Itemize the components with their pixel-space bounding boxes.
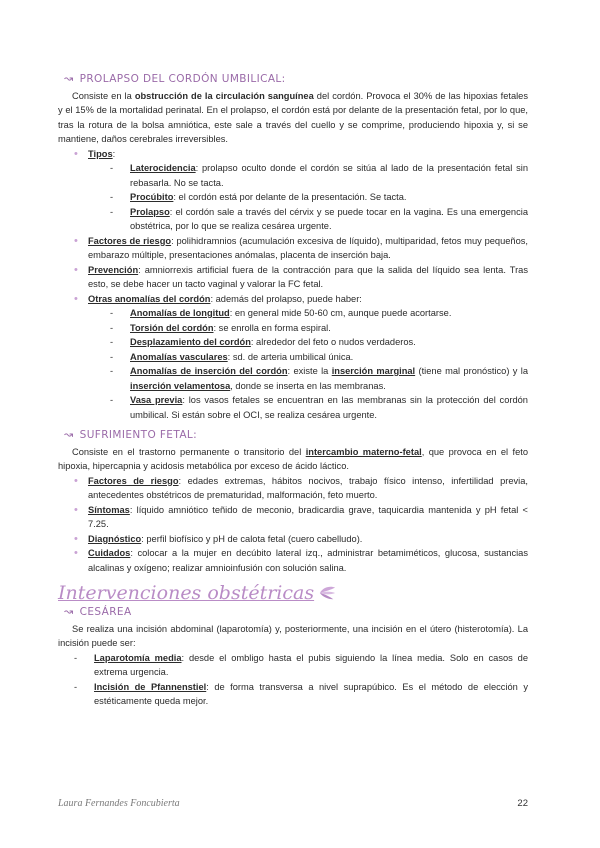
- list-item: • Prevención: amniorrexis artificial fuera de la contracción para que la salida del líquido sea lenta. Tras esto, se debe hacer un tacto vaginal y valorar la FC fetal.: [88, 263, 528, 292]
- list-item: - Laparotomía media: desde el ombligo hasta el pubis siguiendo la línea media. Solo en casos de extrema urgencia.: [94, 651, 528, 680]
- list-item: • Factores de riesgo: polihidramnios (acumulación excesiva de líquido), multiparidad, fetos muy pequeños, embarazo múltiple, presentaciones anómalas, placenta de inserción baja.: [88, 234, 528, 263]
- list-item: - Incisión de Pfannenstiel: de forma transversa a nivel suprapúbico. Es el método de elección y estéticamente queda mejor.: [94, 680, 528, 709]
- intervenciones-title: Intervenciones obstétricas: [58, 581, 315, 604]
- cesarea-intro: Se realiza una incisión abdominal (laparotomía) y, posteriormente, una incisión en el útero (histerotomía). La incisión puede ser:: [58, 623, 528, 648]
- footer-author: Laura Fernandes Foncubierta: [58, 798, 180, 809]
- sufrimiento-heading: [64, 428, 528, 443]
- prolapso-heading: [64, 72, 528, 87]
- list-item: - Torsión del cordón: se enrolla en forma espiral.: [130, 321, 528, 336]
- curly-arrow-icon: ↝: [64, 605, 74, 618]
- otras-list: [88, 306, 528, 422]
- list-item: - Prolapso: el cordón sale a través del cérvix y se puede tocar en la vagina. Es una emergencia obstétrica, por lo que se realiza cesárea urgente.: [130, 205, 528, 234]
- list-item: - Anomalías vasculares: sd. de arteria umbilical única.: [130, 350, 528, 365]
- page-content: [58, 72, 528, 709]
- intervenciones-heading: [58, 581, 528, 604]
- list-item: • Otras anomalías del cordón: además del prolapso, puede haber: - Anomalías de longitud: en general mide 50-60 cm, aunque puede acortarse. - Torsión del cordón: se enrolla en forma espiral. - Desplazamiento del cordón: alrededor del feto o nudos verdaderos. - Anomalías vasculares: sd. de arteria umbilical única. - Anomalías de inserción del cordón: existe la inserción marginal (tiene mal pronóstico) y la inserción velamentosa, donde se inserta en las membranas. - Vasa previa: los vasos fetales se encuentran en las membranas sin la protección del cordón umbilical. Si están sobre el OCI, se realiza cesárea urgente.: [88, 292, 528, 423]
- sufrimiento-intro: Consiste en el trastorno permanente o transitorio del intercambio materno-fetal, que provoca en el feto hipoxia, hipercapnia y acidosis metabólica por exceso de ácido láctico.: [58, 446, 528, 471]
- sufrimiento-title: SUFRIMIENTO FETAL:: [79, 429, 198, 441]
- list-item: • Tipos: - Laterocidencia: prolapso oculto donde el cordón se sitúa al lado de la presentación fetal sin rebasarla. No se tacta. - Procúbito: el cordón está por delante de la presentación. Se tacta. - Prolapso: el cordón sale a través del cérvix y se puede tocar en la vagina. Es una emergencia obstétrica, por lo que se realiza cesárea urgente.: [88, 147, 528, 234]
- list-item: • Cuidados: colocar a la mujer en decúbito lateral izq., administrar betamiméticos, glucosa, sustancias alcalinas y oxígeno; realizar amnioinfusión con solución salina.: [88, 546, 528, 575]
- list-item: - Vasa previa: los vasos fetales se encuentran en las membranas sin la protección del cordón umbilical. Si están sobre el OCI, se realiza cesárea urgente.: [130, 393, 528, 422]
- list-item: • Síntomas: líquido amniótico teñido de meconio, bradicardia grave, taquicardia mantenida y pH fetal < 7.25.: [88, 503, 528, 532]
- list-item: - Anomalías de longitud: en general mide 50-60 cm, aunque puede acortarse.: [130, 306, 528, 321]
- prolapso-intro: Consiste en la obstrucción de la circulación sanguínea del cordón. Provoca el 30% de las hipoxias fetales y el 15% de la mortalidad perinatal. En el prolapso, el cordón está por delante de la presentación fetal, por lo que, tras la rotura de la bolsa amniótica, este sale a través del cuello y se comprime, produciendo hipoxia y, si se mantiene, daños cerebrales irreversibles.: [58, 90, 529, 144]
- sufrimiento-list: [58, 474, 528, 576]
- curly-arrow-icon: ↝: [64, 72, 74, 85]
- page-number: 22: [517, 798, 528, 809]
- list-item: • Factores de riesgo: edades extremas, hábitos nocivos, trabajo físico intenso, infertilidad previa, antecedentes obstétricos de prematuridad, malformación, feto muerto.: [88, 474, 528, 503]
- list-item: - Desplazamiento del cordón: alrededor del feto o nudos verdaderos.: [130, 335, 528, 350]
- leaf-icon: [318, 585, 336, 601]
- cesarea-list: [58, 651, 528, 709]
- list-item: - Procúbito: el cordón está por delante de la presentación. Se tacta.: [130, 190, 528, 205]
- list-item: - Laterocidencia: prolapso oculto donde el cordón se sitúa al lado de la presentación fetal sin rebasarla. No se tacta.: [130, 161, 528, 190]
- prolapso-list: [58, 147, 528, 423]
- page-footer: [58, 798, 528, 809]
- tipos-list: [88, 161, 528, 234]
- cesarea-heading: [64, 605, 528, 620]
- list-item: • Diagnóstico: perfil biofísico y pH de calota fetal (cuero cabelludo).: [88, 532, 528, 547]
- prolapso-title: PROLAPSO DEL CORDÓN UMBILICAL:: [79, 73, 286, 85]
- list-item: - Anomalías de inserción del cordón: existe la inserción marginal (tiene mal pronóstico) y la inserción velamentosa, donde se inserta en las membranas.: [130, 364, 528, 393]
- curly-arrow-icon: ↝: [64, 428, 74, 441]
- cesarea-title: CESÁREA: [79, 606, 132, 618]
